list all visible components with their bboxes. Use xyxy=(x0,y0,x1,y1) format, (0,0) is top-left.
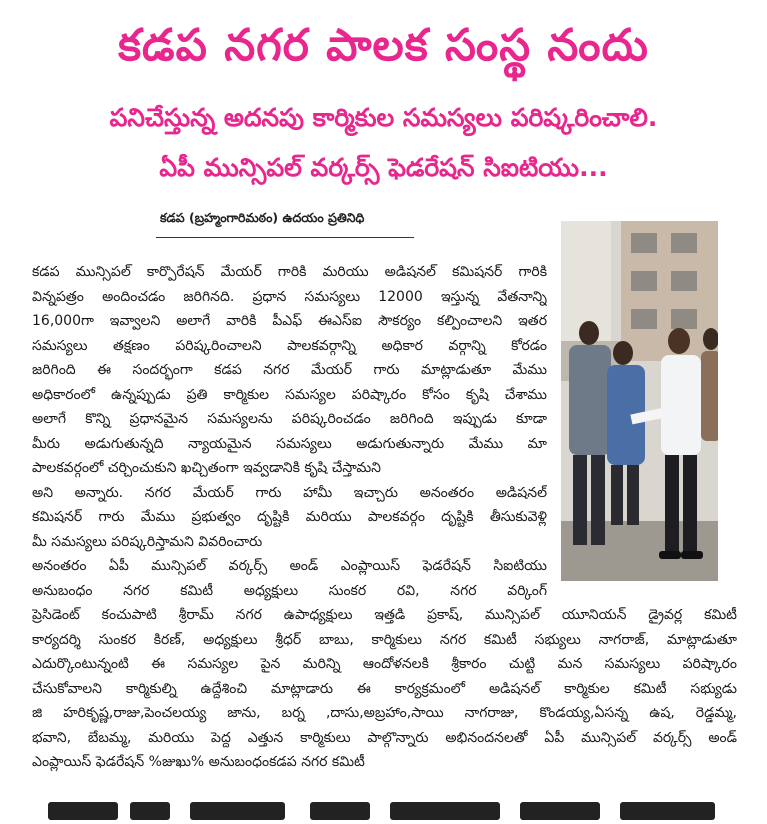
body-line: ఎదుర్కొంటున్నంటి ఈ సమస్యల పైన మరిన్ని ఆందోళనలకి శ్రీకారం చుట్టి మన సమస్యలు పరిష్కారం xyxy=(32,656,737,672)
body-line: అని అన్నారు. నగర మేయర్ గారు హామీ ఇచ్చారు అనంతరం అడిషనల్ xyxy=(32,484,547,501)
body-line: పాలకవర్గంలో చర్చించుకుని ఖచ్చితంగా ఇవ్వడానికి కృషి చేస్తామని xyxy=(32,460,382,476)
body-line: జరిగింది ఈ సందర్భంగా కడప నగర మేయర్ గారు మాట్లాడుతూ మేము xyxy=(32,362,547,378)
body-line: చేసుకోవాలని కార్మికుల్ని ఉద్దేశించి మాట్లాడారు ఈ కార్యక్రమంలో అడిషనల్ కార్మికుల కమిటీ సభ్యుడు xyxy=(32,680,737,697)
body-line: కమిషనర్ గారు మేము ప్రభుత్వం దృష్టికి మరియు పాలకవర్గం దృష్టికి తీసుకువెళ్లి xyxy=(32,509,547,525)
body-line: విన్నపత్రం అందించడం జరిగినది. ప్రధాన సమస్యలు 12000 ఇస్తున్న వేతనాన్ని xyxy=(32,288,547,305)
body-line: అధికారంలో ఉన్నప్పుడు ప్రతి కార్మికుల సమస్యల పరిష్కారం కోసం కృషి చేశాము xyxy=(32,386,547,403)
article-body xyxy=(32,260,742,775)
body-line: కార్యదర్శి సుంకర కిరణ్, అధ్యక్షులు శ్రీధర్ బాబు, కార్మికులు నగర కమిటీ సభ్యులు నాగరాజ్, మాట్లాడుతూ xyxy=(32,631,737,648)
body-line: మీ సమస్యలు పరిష్కరిస్తామని వివరించారు xyxy=(32,533,263,550)
subheadline-1: పనిచేస్తున్న అదనపు కార్మికుల సమస్యలు పరిష్కరించాలి. xyxy=(109,103,658,132)
body-line: మీరు అడుగుతున్నది న్యాయమైన సమస్యలు అడుగుతున్నారు మేము మా xyxy=(32,435,547,452)
body-line: 16,000గా ఇవ్వాలని అలాగే వారికి పీఎఫ్ ఈఎస్ఐ సౌకర్యం కల్పించాలని ఇతర xyxy=(32,313,547,329)
body-line: జి హరికృష్ణ,రాజు,పెంచలయ్య జాను, బర్న ,దాసు,అబ్రహాం,సాయి నాగరాజు, కొండయ్య,ఏసన్న ఉష, రెడ్డమ్మ, xyxy=(32,705,737,721)
headline: కడప నగర పాలక సంస్థ నందు xyxy=(118,20,649,71)
body-line: సమస్యలు తక్షణం పరిష్కరించాలని పాలకవర్గాన్ని అధికార వర్గాన్ని కోరడం xyxy=(32,337,547,354)
body-line: ప్రెసిడెంట్ కంచుపాటి శ్రీరామ్ నగర ఉపాధ్యక్షులు ఇత్తడి ప్రకాష్, మున్సిపల్ యూనియన్ డ్రైవర్ల కమిటీ xyxy=(32,607,737,623)
body-line: ఎంప్లాయిస్ ఫెడరేషన్ %జుఖు% అనుబంధంకడప నగర కమిటీ xyxy=(32,754,365,770)
body-line: అనుబంధం నగర కమిటీ అధ్యక్షులు సుంకర రవి, నగర వర్కింగ్ xyxy=(32,582,547,599)
dateline-rule xyxy=(156,237,414,238)
cutoff-next-headline xyxy=(40,794,730,824)
body-line: అనంతరం ఏపీ మున్సిపల్ వర్కర్స్ అండ్ ఎంప్లాయిస్ ఫెడరేషన్ సిఐటియు xyxy=(32,558,547,574)
body-line: అలాగే కొన్ని ప్రధానమైన సమస్యలను పరిష్కరించడం జరిగింది ఇప్పుడు కూడా xyxy=(32,411,547,427)
body-line: భవాని, బేబమ్మ, మరియు పెద్ద ఎత్తున కార్మికులు పాల్గొన్నారు అభినందనలతో ఏపీ మున్సిపల్ వర్కర్స్ అండ్ xyxy=(32,729,737,746)
body-line: కడప మున్సిపల్ కార్పొరేషన్ మేయర్ గారికి మరియు అడిషనల్ కమిషనర్ గారికి xyxy=(32,264,547,280)
dateline: కడప (బ్రహ్మంగారిమఠం) ఉదయం ప్రతినిధి xyxy=(160,210,365,225)
subheadline-2: ఏపీ మున్సిపల్ వర్కర్స్ ఫెడరేషన్ సిఐటియు... xyxy=(159,153,608,182)
